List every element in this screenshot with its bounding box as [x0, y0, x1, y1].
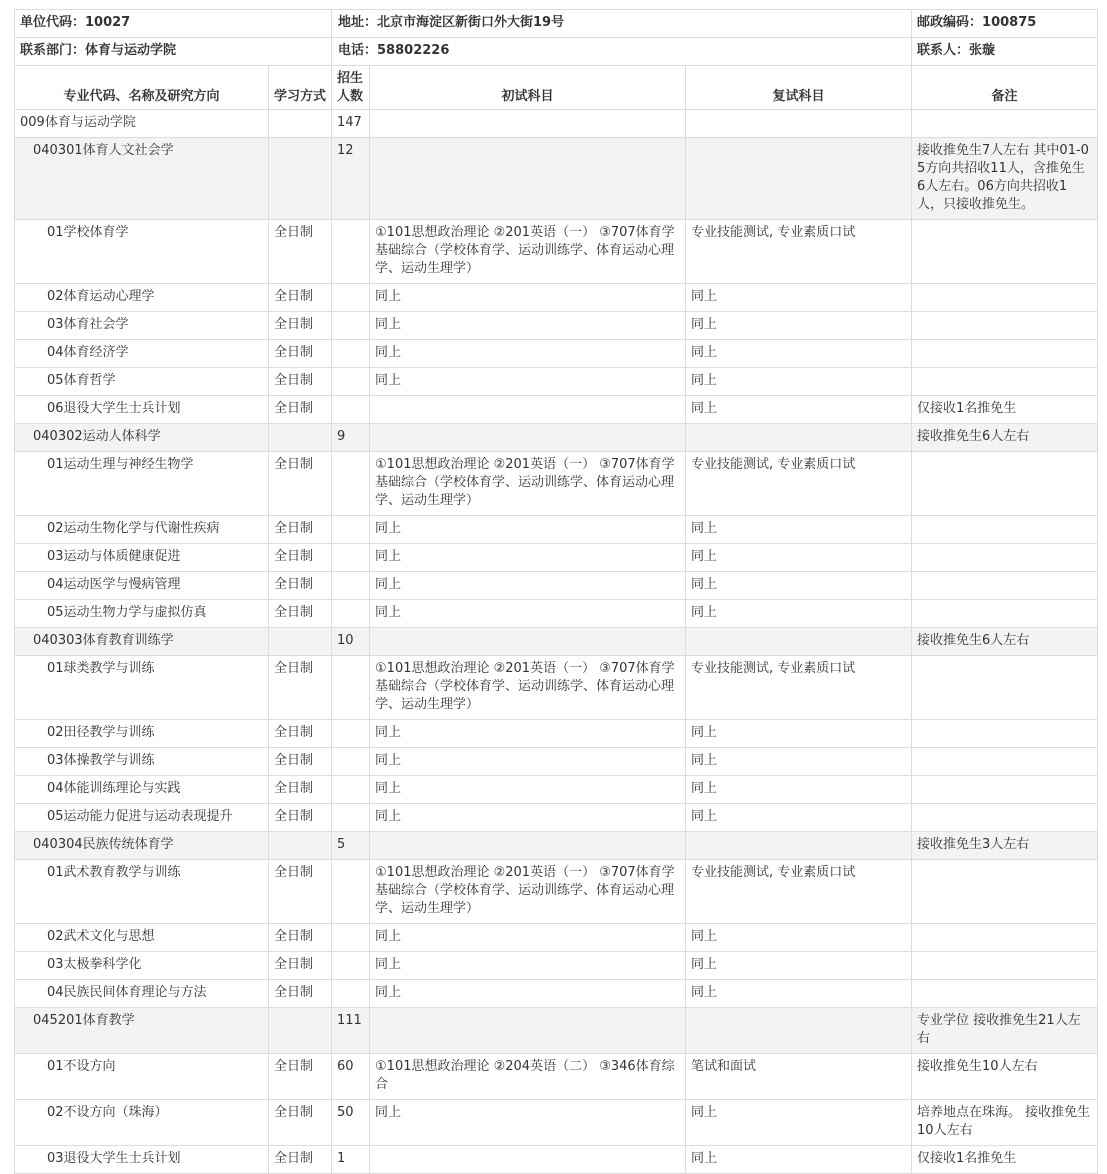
prelim-subjects: 同上 [370, 600, 686, 628]
major-name: 02武术文化与思想 [15, 924, 269, 952]
unit-phone: 电话：58802226 [332, 38, 912, 66]
major-name: 05运动生物力学与虚拟仿真 [15, 600, 269, 628]
study-mode: 全日制 [269, 340, 332, 368]
study-mode [269, 1008, 332, 1054]
retest-subjects [686, 110, 912, 138]
notes [912, 748, 1098, 776]
notes [912, 980, 1098, 1008]
unit-info-row-2 [15, 38, 1098, 66]
quota [332, 776, 370, 804]
notes: 接收推免生7人左右 其中01-05方向共招收11人，含推免生6人左右。06方向共招收1人，只接收推免生。 [912, 138, 1098, 220]
notes [912, 452, 1098, 516]
table-row [15, 452, 1098, 516]
major-name: 03体育社会学 [15, 312, 269, 340]
notes [912, 656, 1098, 720]
retest-subjects: 专业技能测试, 专业素质口试 [686, 452, 912, 516]
unit-postcode: 邮政编码：100875 [912, 10, 1098, 38]
table-row [15, 312, 1098, 340]
table-row [15, 544, 1098, 572]
retest-subjects: 专业技能测试, 专业素质口试 [686, 860, 912, 924]
major-name: 02运动生物化学与代谢性疾病 [15, 516, 269, 544]
prelim-subjects [370, 396, 686, 424]
quota [332, 284, 370, 312]
retest-subjects: 同上 [686, 516, 912, 544]
major-name: 03太极拳科学化 [15, 952, 269, 980]
prelim-subjects: 同上 [370, 748, 686, 776]
prelim-subjects: ①101思想政治理论 ②201英语（一） ③707体育学基础综合（学校体育学、运动训练学、体育运动心理学、运动生理学） [370, 220, 686, 284]
table-row [15, 1054, 1098, 1100]
quota [332, 860, 370, 924]
quota [332, 952, 370, 980]
table-row [15, 720, 1098, 748]
major-name: 04运动医学与慢病管理 [15, 572, 269, 600]
prelim-subjects: 同上 [370, 368, 686, 396]
major-name: 04体能训练理论与实践 [15, 776, 269, 804]
major-name: 01运动生理与神经生物学 [15, 452, 269, 516]
retest-subjects: 专业技能测试, 专业素质口试 [686, 656, 912, 720]
unit-address: 地址：北京市海淀区新街口外大街19号 [332, 10, 912, 38]
quota: 9 [332, 424, 370, 452]
quota [332, 804, 370, 832]
prelim-subjects: ①101思想政治理论 ②201英语（一） ③707体育学基础综合（学校体育学、运动训练学、体育运动心理学、运动生理学） [370, 656, 686, 720]
study-mode: 全日制 [269, 516, 332, 544]
retest-subjects: 同上 [686, 804, 912, 832]
prelim-subjects: 同上 [370, 544, 686, 572]
study-mode: 全日制 [269, 776, 332, 804]
prelim-subjects [370, 832, 686, 860]
prelim-subjects [370, 138, 686, 220]
retest-subjects: 同上 [686, 980, 912, 1008]
quota [332, 748, 370, 776]
study-mode [269, 832, 332, 860]
table-row [15, 1100, 1098, 1146]
notes [912, 776, 1098, 804]
major-name: 01不设方向 [15, 1054, 269, 1100]
prelim-subjects: 同上 [370, 1100, 686, 1146]
prelim-subjects: ①101思想政治理论 ②204英语（二） ③346体育综合 [370, 1054, 686, 1100]
prelim-subjects: 同上 [370, 340, 686, 368]
admissions-table-container [14, 9, 1097, 1174]
prelim-subjects: 同上 [370, 516, 686, 544]
prelim-subjects [370, 110, 686, 138]
notes: 接收推免生10人左右 [912, 1054, 1098, 1100]
table-row [15, 980, 1098, 1008]
major-name: 01球类教学与训练 [15, 656, 269, 720]
table-row [15, 748, 1098, 776]
major-name: 040304民族传统体育学 [15, 832, 269, 860]
quota: 10 [332, 628, 370, 656]
column-header-row [15, 66, 1098, 110]
notes [912, 572, 1098, 600]
notes [912, 110, 1098, 138]
prelim-subjects [370, 1146, 686, 1174]
quota: 1 [332, 1146, 370, 1174]
column-header-major: 专业代码、名称及研究方向 [15, 66, 269, 110]
prelim-subjects: 同上 [370, 776, 686, 804]
table-row [15, 860, 1098, 924]
quota: 50 [332, 1100, 370, 1146]
major-name: 05运动能力促进与运动表现提升 [15, 804, 269, 832]
notes: 仅接收1名推免生 [912, 396, 1098, 424]
table-row [15, 776, 1098, 804]
table-row [15, 1008, 1098, 1054]
study-mode: 全日制 [269, 452, 332, 516]
major-name: 040301体育人文社会学 [15, 138, 269, 220]
unit-department: 联系部门：体育与运动学院 [15, 38, 332, 66]
prelim-subjects: 同上 [370, 804, 686, 832]
table-row [15, 628, 1098, 656]
quota: 12 [332, 138, 370, 220]
retest-subjects: 笔试和面试 [686, 1054, 912, 1100]
notes: 仅接收1名推免生 [912, 1146, 1098, 1174]
unit-info-row-1 [15, 10, 1098, 38]
table-row [15, 600, 1098, 628]
notes [912, 220, 1098, 284]
column-header-quota [332, 66, 370, 110]
quota [332, 600, 370, 628]
study-mode: 全日制 [269, 1054, 332, 1100]
study-mode: 全日制 [269, 924, 332, 952]
retest-subjects: 同上 [686, 1100, 912, 1146]
major-name: 01学校体育学 [15, 220, 269, 284]
prelim-subjects: 同上 [370, 952, 686, 980]
notes [912, 952, 1098, 980]
notes [912, 924, 1098, 952]
study-mode: 全日制 [269, 980, 332, 1008]
unit-code: 单位代码：10027 [15, 10, 332, 38]
notes [912, 340, 1098, 368]
table-row [15, 368, 1098, 396]
table-row [15, 952, 1098, 980]
notes [912, 368, 1098, 396]
study-mode: 全日制 [269, 1100, 332, 1146]
quota [332, 572, 370, 600]
quota [332, 340, 370, 368]
prelim-subjects: 同上 [370, 924, 686, 952]
notes [912, 284, 1098, 312]
study-mode: 全日制 [269, 368, 332, 396]
table-row [15, 340, 1098, 368]
retest-subjects: 专业技能测试, 专业素质口试 [686, 220, 912, 284]
quota [332, 656, 370, 720]
major-name: 009体育与运动学院 [15, 110, 269, 138]
admissions-table [14, 9, 1098, 1174]
notes [912, 720, 1098, 748]
retest-subjects: 同上 [686, 1146, 912, 1174]
notes: 接收推免生3人左右 [912, 832, 1098, 860]
major-name: 02田径教学与训练 [15, 720, 269, 748]
quota [332, 220, 370, 284]
major-name: 045201体育教学 [15, 1008, 269, 1054]
study-mode: 全日制 [269, 312, 332, 340]
major-name: 05体育哲学 [15, 368, 269, 396]
major-name: 03退役大学生士兵计划 [15, 1146, 269, 1174]
retest-subjects: 同上 [686, 340, 912, 368]
table-row [15, 220, 1098, 284]
table-row [15, 516, 1098, 544]
retest-subjects: 同上 [686, 748, 912, 776]
quota [332, 516, 370, 544]
quota: 147 [332, 110, 370, 138]
quota [332, 924, 370, 952]
prelim-subjects: 同上 [370, 312, 686, 340]
major-name: 02体育运动心理学 [15, 284, 269, 312]
prelim-subjects: 同上 [370, 284, 686, 312]
major-name: 03体操教学与训练 [15, 748, 269, 776]
prelim-subjects: 同上 [370, 980, 686, 1008]
column-header-prelim: 初试科目 [370, 66, 686, 110]
retest-subjects: 同上 [686, 368, 912, 396]
notes [912, 516, 1098, 544]
notes: 专业学位 接收推免生21人左右 [912, 1008, 1098, 1054]
column-header-notes: 备注 [912, 66, 1098, 110]
major-name: 01武术教育教学与训练 [15, 860, 269, 924]
retest-subjects: 同上 [686, 312, 912, 340]
table-row [15, 284, 1098, 312]
retest-subjects: 同上 [686, 396, 912, 424]
study-mode: 全日制 [269, 656, 332, 720]
retest-subjects: 同上 [686, 284, 912, 312]
quota [332, 544, 370, 572]
study-mode: 全日制 [269, 572, 332, 600]
table-row [15, 1146, 1098, 1174]
notes: 接收推免生6人左右 [912, 424, 1098, 452]
quota: 60 [332, 1054, 370, 1100]
table-row [15, 424, 1098, 452]
prelim-subjects: 同上 [370, 720, 686, 748]
study-mode: 全日制 [269, 748, 332, 776]
retest-subjects [686, 1008, 912, 1054]
quota [332, 452, 370, 516]
study-mode: 全日制 [269, 1146, 332, 1174]
study-mode [269, 138, 332, 220]
notes [912, 312, 1098, 340]
quota [332, 312, 370, 340]
table-row [15, 832, 1098, 860]
major-name: 04体育经济学 [15, 340, 269, 368]
prelim-subjects [370, 424, 686, 452]
study-mode [269, 110, 332, 138]
prelim-subjects [370, 628, 686, 656]
major-name: 04民族民间体育理论与方法 [15, 980, 269, 1008]
major-name: 06退役大学生士兵计划 [15, 396, 269, 424]
major-name: 040302运动人体科学 [15, 424, 269, 452]
unit-contact: 联系人：张璇 [912, 38, 1098, 66]
notes [912, 804, 1098, 832]
study-mode: 全日制 [269, 804, 332, 832]
study-mode: 全日制 [269, 544, 332, 572]
retest-subjects: 同上 [686, 544, 912, 572]
study-mode: 全日制 [269, 284, 332, 312]
major-name: 040303体育教育训练学 [15, 628, 269, 656]
notes: 培养地点在珠海。 接收推免生10人左右 [912, 1100, 1098, 1146]
study-mode: 全日制 [269, 220, 332, 284]
table-row [15, 138, 1098, 220]
retest-subjects: 同上 [686, 776, 912, 804]
table-row [15, 656, 1098, 720]
table-row [15, 924, 1098, 952]
retest-subjects [686, 628, 912, 656]
column-header-quota-line2: 人数 [337, 89, 364, 104]
study-mode: 全日制 [269, 952, 332, 980]
retest-subjects [686, 138, 912, 220]
prelim-subjects: 同上 [370, 572, 686, 600]
table-row [15, 572, 1098, 600]
notes [912, 544, 1098, 572]
prelim-subjects: ①101思想政治理论 ②201英语（一） ③707体育学基础综合（学校体育学、运动训练学、体育运动心理学、运动生理学） [370, 452, 686, 516]
column-header-mode: 学习方式 [269, 66, 332, 110]
quota: 5 [332, 832, 370, 860]
notes: 接收推免生6人左右 [912, 628, 1098, 656]
quota [332, 720, 370, 748]
table-row [15, 804, 1098, 832]
table-row [15, 396, 1098, 424]
retest-subjects: 同上 [686, 600, 912, 628]
major-name: 02不设方向（珠海） [15, 1100, 269, 1146]
table-row [15, 110, 1098, 138]
retest-subjects: 同上 [686, 924, 912, 952]
column-header-retest: 复试科目 [686, 66, 912, 110]
study-mode: 全日制 [269, 600, 332, 628]
quota: 111 [332, 1008, 370, 1054]
study-mode [269, 628, 332, 656]
quota [332, 368, 370, 396]
quota [332, 396, 370, 424]
retest-subjects [686, 424, 912, 452]
retest-subjects: 同上 [686, 720, 912, 748]
study-mode: 全日制 [269, 860, 332, 924]
notes [912, 860, 1098, 924]
quota [332, 980, 370, 1008]
prelim-subjects [370, 1008, 686, 1054]
study-mode: 全日制 [269, 396, 332, 424]
notes [912, 600, 1098, 628]
study-mode: 全日制 [269, 720, 332, 748]
column-header-quota-line1: 招生 [337, 71, 364, 86]
retest-subjects: 同上 [686, 952, 912, 980]
retest-subjects: 同上 [686, 572, 912, 600]
major-name: 03运动与体质健康促进 [15, 544, 269, 572]
prelim-subjects: ①101思想政治理论 ②201英语（一） ③707体育学基础综合（学校体育学、运动训练学、体育运动心理学、运动生理学） [370, 860, 686, 924]
retest-subjects [686, 832, 912, 860]
study-mode [269, 424, 332, 452]
